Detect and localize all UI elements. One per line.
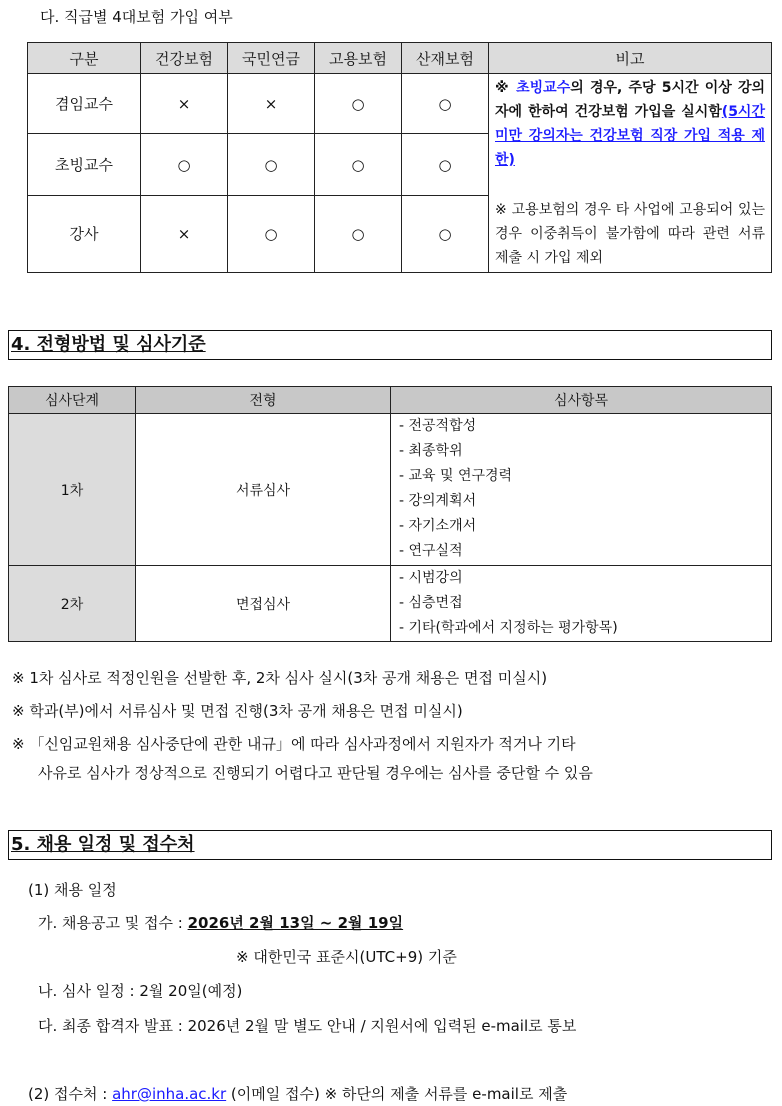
cell-mark: ○ — [402, 196, 489, 273]
schedule-a-label: 가. 채용공고 및 접수 : — [38, 914, 188, 932]
stage-cell: 1차 — [9, 414, 136, 566]
table-row — [9, 414, 772, 566]
note-restriction: (5시간 미만 강의자는 건강보험 직장 가입 적용 제한) — [495, 104, 765, 168]
header-type: 전형 — [136, 387, 391, 414]
header-employment: 고용보험 — [315, 43, 402, 74]
header-items: 심사항목 — [391, 387, 772, 414]
cell-mark: × — [141, 196, 228, 273]
screening-header-row — [9, 387, 772, 414]
list-item: - 시범강의 — [399, 570, 463, 586]
type-cell: 서류심사 — [136, 414, 391, 566]
header-category: 구분 — [28, 43, 141, 74]
submission-label: (2) 접수처 : — [28, 1085, 113, 1103]
remark-employment: ※ 고용보험의 경우 타 사업에 고용되어 있는 경우 이중취득이 불가함에 따라 관련 서류 제출 시 가입 제외 — [489, 196, 772, 273]
list-item: - 자기소개서 — [399, 518, 477, 534]
list-item: - 심층면접 — [399, 595, 463, 611]
note-mark: ※ — [495, 80, 517, 96]
schedule-item-c: 다. 최종 합격자 발표 : 2026년 2월 말 별도 안내 / 지원서에 입력된 e-mail로 통보 — [38, 1017, 577, 1035]
screening-note: ※ 「신임교원채용 심사중단에 관한 내규」에 따라 심사과정에서 지원자가 적거나 기타 — [12, 735, 576, 753]
schedule-item-b: 나. 심사 일정 : 2월 20일(예정) — [38, 982, 243, 1000]
cell-mark: ○ — [141, 134, 228, 196]
submission-line — [28, 1083, 567, 1104]
row-label: 겸임교수 — [28, 74, 141, 134]
screening-note: 사유로 심사가 정상적으로 진행되기 어렵다고 판단될 경우에는 심사를 중단할 수 있음 — [38, 764, 593, 782]
list-item: - 교육 및 연구경력 — [399, 468, 513, 484]
remark-visiting — [489, 74, 772, 196]
header-stage: 심사단계 — [9, 387, 136, 414]
section-5-title — [8, 830, 772, 860]
table-row — [28, 196, 772, 273]
cell-mark: × — [141, 74, 228, 134]
cell-mark: ○ — [402, 134, 489, 196]
table-row — [9, 566, 772, 642]
list-item: - 전공적합성 — [399, 418, 477, 434]
section-4-title-text: 4. 전형방법 및 심사기준 — [11, 334, 206, 355]
type-cell: 면접심사 — [136, 566, 391, 642]
cell-mark: ○ — [402, 74, 489, 134]
cell-mark: ○ — [228, 134, 315, 196]
items-cell — [391, 414, 772, 566]
section-5-title-text: 5. 채용 일정 및 접수처 — [11, 834, 195, 855]
cell-mark: ○ — [315, 134, 402, 196]
list-item: - 강의계획서 — [399, 493, 477, 509]
screening-note: ※ 1차 심사로 적정인원을 선발한 후, 2차 심사 실시(3차 공개 채용은 면접 미실시) — [12, 669, 548, 687]
cell-mark: ○ — [315, 74, 402, 134]
table-row — [28, 74, 772, 134]
row-label: 강사 — [28, 196, 141, 273]
schedule-a-date: 2026년 2월 13일 ~ 2월 19일 — [187, 914, 404, 932]
items-cell — [391, 566, 772, 642]
header-accident: 산재보험 — [402, 43, 489, 74]
header-pension: 국민연금 — [228, 43, 315, 74]
cell-mark: × — [228, 74, 315, 134]
list-item: - 기타(학과에서 지정하는 평가항목) — [399, 620, 618, 636]
row-label: 초빙교수 — [28, 134, 141, 196]
screening-note: ※ 학과(부)에서 서류심사 및 면접 진행(3차 공개 채용은 면접 미실시) — [12, 702, 463, 720]
cell-mark: ○ — [228, 196, 315, 273]
insurance-table — [27, 42, 772, 273]
header-remarks: 비고 — [489, 43, 772, 74]
schedule-subheading: (1) 채용 일정 — [28, 881, 117, 899]
note-highlight: 초빙교수 — [516, 80, 571, 96]
list-item: - 최종학위 — [399, 443, 463, 459]
header-health: 건강보험 — [141, 43, 228, 74]
submission-note: (이메일 접수) ※ 하단의 제출 서류를 e-mail로 제출 — [226, 1085, 568, 1103]
stage-cell: 2차 — [9, 566, 136, 642]
section-4-title — [8, 330, 772, 360]
list-item: - 연구실적 — [399, 543, 463, 559]
cell-mark: ○ — [315, 196, 402, 273]
email-link[interactable]: ahr@inha.ac.kr — [112, 1085, 227, 1103]
insurance-heading: 다. 직급별 4대보험 가입 여부 — [40, 8, 233, 26]
schedule-item-a — [38, 912, 403, 933]
timezone-note: ※ 대한민국 표준시(UTC+9) 기준 — [236, 948, 457, 966]
note-text: 의 경우, 주당 5시간 이상 강의자에 한하여 건강보험 가입을 실시함 — [495, 80, 766, 120]
screening-table — [8, 386, 772, 642]
insurance-header-row — [28, 43, 772, 74]
